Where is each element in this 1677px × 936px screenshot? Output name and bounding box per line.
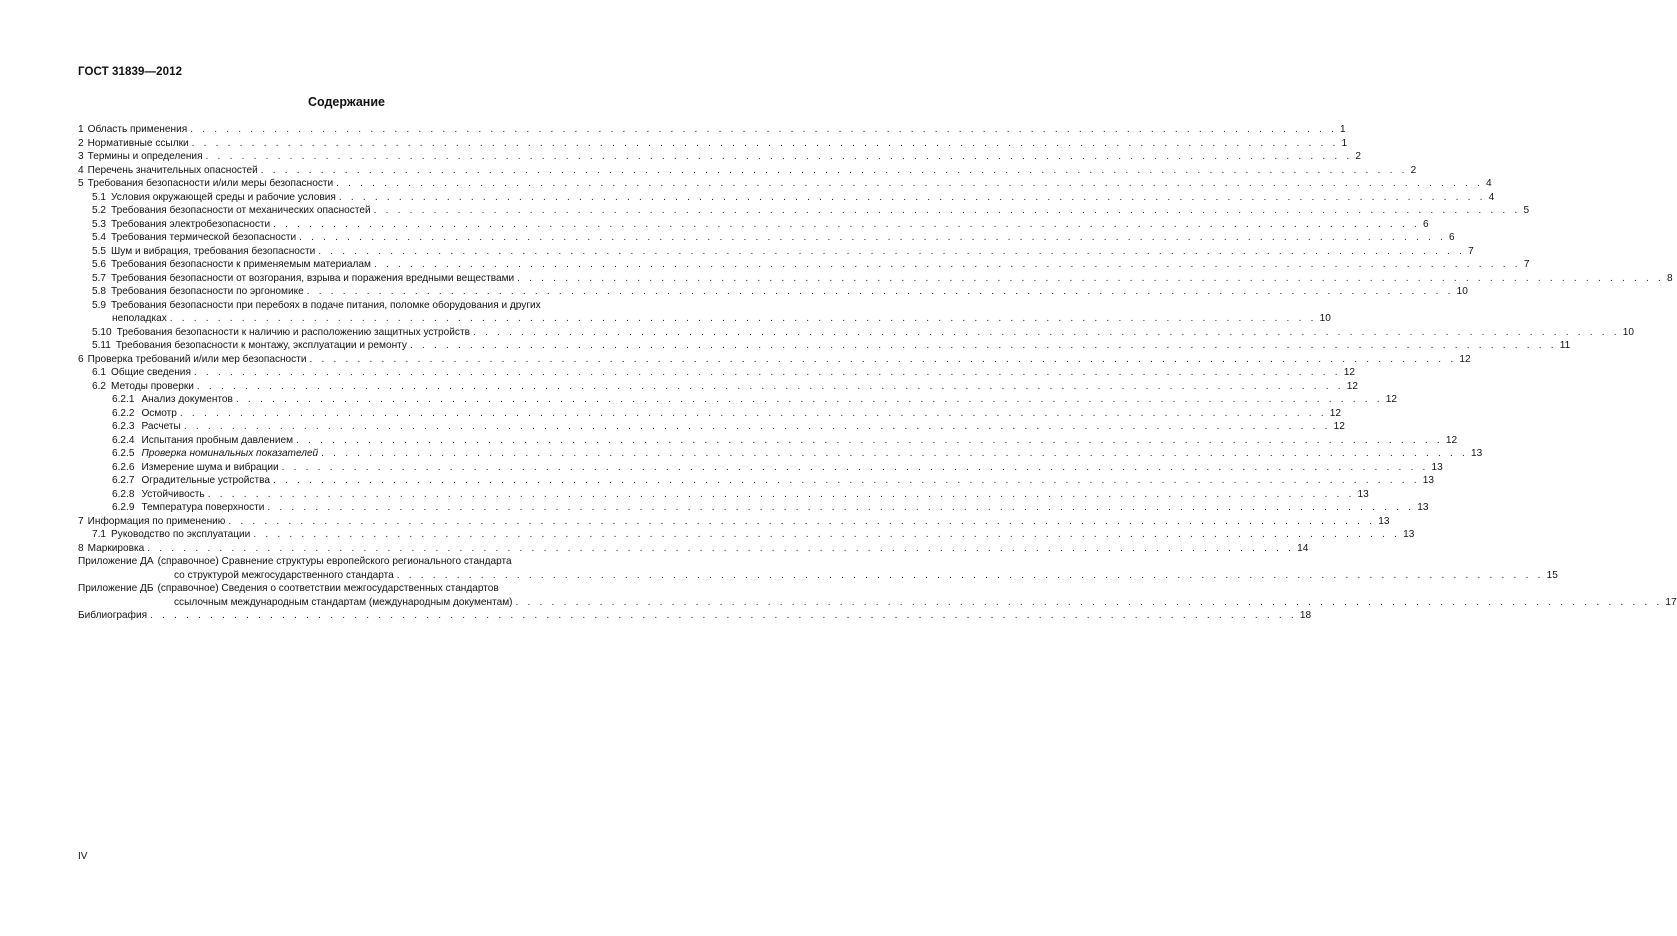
toc-leader-dots: . . . . . . . . . . . . . . . . . . . . . . . . . . . . . . . . . . . . . . . . . . . . . . . . . . . . . . . . . . . . . . . . . . . . . . . . . . . . . . . . . . . . . . . . . . . . . . . . xyxy=(338,191,1486,203)
toc-entry-number: 5.4 xyxy=(92,232,107,243)
toc-entry-page: 10 xyxy=(1319,313,1331,324)
toc-entry[interactable] xyxy=(78,218,1429,232)
toc-entry-number: Приложение ДА xyxy=(78,556,154,567)
toc-entry-number: 6.1 xyxy=(92,367,107,378)
toc-leader-dots: . . . . . . . . . . . . . . . . . . . . . . . . . . . . . . . . . . . . . . . . . . . . . . . . . . . . . . . . . . . . . . . . . . . . . . . . . . . . . . . . . . . . . . . . . . . . . . . . xyxy=(260,164,1408,176)
toc-leader-dots: . . . . . . . . . . . . . . . . . . . . . . . . . . . . . . . . . . . . . . . . . . . . . . . . . . . . . . . . . . . . . . . . . . . . . . . . . . . . . . . . . . . . . . . . . . . . . . . . xyxy=(205,151,1353,162)
toc-entry-number: 5.7 xyxy=(92,272,107,284)
toc-entry-page: 14 xyxy=(1297,542,1309,554)
toc-entry-number: 5.9 xyxy=(92,299,107,311)
toc-entry[interactable] xyxy=(78,582,1677,609)
toc-entry-page: 6 xyxy=(1448,232,1455,243)
toc-entry-text: Испытания пробным давлением xyxy=(141,434,294,446)
toc-leader-dots: . . . . . . . . . . . . . . . . . . . . . . . . . . . . . . . . . . . . . . . . . . . . . . . . . . . . . . . . . . . . . . . . . . . . . . . . . . . . . . . . . . . . . . . . . . . . . . . . xyxy=(272,475,1420,486)
toc-leader-dots: . . . . . . . . . . . . . . . . . . . . . . . . . . . . . . . . . . . . . . . . . . . . . . . . . . . . . . . . . . . . . . . . . . . . . . . . . . . . . . . . . . . . . . . . . . . . . . . . xyxy=(281,461,1429,473)
toc-entry-page: 7 xyxy=(1523,259,1530,270)
toc-entry-label xyxy=(78,150,203,164)
toc-leader-dots: . . . . . . . . . . . . . . . . . . . . . . . . . . . . . . . . . . . . . . . . . . . . . . . . . . . . . . . . . . . . . . . . . . . . . . . . . . . . . . . . . . . . . . . . . . . . . . . . xyxy=(196,380,1344,392)
toc-entry-page: 13 xyxy=(1403,529,1415,540)
toc-entry-page: 12 xyxy=(1333,421,1345,432)
toc-leader-dots: . . . . . . . . . . . . . . . . . . . . . . . . . . . . . . . . . . . . . . . . . . . . . . . . . . . . . . . . . . . . . . . . . . . . . . . . . . . . . . . . . . . . . . . . . . . . . . . . xyxy=(409,340,1557,351)
toc-leader-dots: . . . . . . . . . . . . . . . . . . . . . . . . . . . . . . . . . . . . . . . . . . . . . . . . . . . . . . . . . . . . . . . . . . . . . . . . . . . . . . . . . . . . . . . . . . . . . . . . xyxy=(235,394,1383,405)
toc-entry-label xyxy=(78,515,225,529)
toc-entry-text: Библиография xyxy=(78,610,148,621)
toc-entry-text: Требования безопасности к применяемым материалам xyxy=(111,259,371,270)
toc-leader-dots: . . . . . . . . . . . . . . . . . . . . . . . . . . . . . . . . . . . . . . . . . . . . . . . . . . . . . . . . . . . . . . . . . . . . . . . . . . . . . . . . . . . . . . . . . . . . . . . . xyxy=(321,448,1469,459)
toc-entry-text: Область применения xyxy=(87,124,188,135)
toc-leader-dots: . . . . . . . . . . . . . . . . . . . . . . . . . . . . . . . . . . . . . . . . . . . . . . . . . . . . . . . . . . . . . . . . . . . . . . . . . . . . . . . . . . . . . . . . . . . . . . . . xyxy=(517,272,1664,284)
toc-entry-page: 2 xyxy=(1410,164,1417,176)
toc-entry-text: Информация по применению xyxy=(87,515,226,527)
toc-leader-dots: . . . . . . . . . . . . . . . . . . . . . . . . . . . . . . . . . . . . . . . . . . . . . . . . . . . . . . . . . . . . . . . . . . . . . . . . . . . . . . . . . . . . . . . . . . . . . . . . xyxy=(191,137,1339,149)
toc-entry-continuation: со структурой межгосударственного стандарта xyxy=(174,569,394,581)
toc-entry-number: 3 xyxy=(78,151,84,162)
toc-entry[interactable] xyxy=(78,299,1331,326)
toc-leader-dots: . . . . . . . . . . . . . . . . . . . . . . . . . . . . . . . . . . . . . . . . . . . . . . . . . . . . . . . . . . . . . . . . . . . . . . . . . . . . . . . . . . . . . . . . . . . . . . . . xyxy=(183,421,1331,432)
toc-entry-number: 6.2.9 xyxy=(112,502,135,513)
toc-entry[interactable] xyxy=(78,488,1369,502)
toc-entry-page: 12 xyxy=(1346,380,1358,392)
toc-leader-dots: . . . . . . . . . . . . . . . . . . . . . . . . . . . . . . . . . . . . . . . . . . . . . . . . . . . . . . . . . . . . . . . . . . . . . . . . . . . . . . . . . . . . . . . . . . . . . . . . xyxy=(373,205,1521,216)
toc-entry-text: Осмотр xyxy=(141,407,177,419)
toc-entry-label xyxy=(78,177,333,191)
toc-entry-number: 6.2.1 xyxy=(112,394,135,405)
toc-entry-number: 6.2.5 xyxy=(112,448,135,459)
toc-leader-dots: . . . . . . . . . . . . . . . . . . . . . . . . . . . . . . . . . . . . . . . . . . . . . . . . . . . . . . . . . . . . . . . . . . . . . . . . . . . . . . . . . . . . . . . . . . . . . . . . xyxy=(193,367,1341,378)
toc-entry-number: 6.2 xyxy=(92,380,107,392)
toc-entry[interactable] xyxy=(78,326,1635,340)
toc-entry-number: 6.2.6 xyxy=(112,461,135,473)
toc-entry-text: (справочное) Сравнение структуры европейского регионального стандарта xyxy=(157,556,512,567)
toc-entry-number: 5.6 xyxy=(92,259,107,270)
toc-entry[interactable] xyxy=(78,137,1348,151)
toc-entry-number: 7 xyxy=(78,515,84,527)
toc-entry-number: 5.5 xyxy=(92,245,107,257)
toc-leader-dots: . . . . . . . . . . . . . . . . . . . . . . . . . . . . . . . . . . . . . . . . . . . . . . . . . . . . . . . . . . . . . . . . . . . . . . . . . . . . . . . . . . . . . . . . . . . . . . . . xyxy=(190,124,1338,135)
toc-entry-page: 11 xyxy=(1559,340,1571,351)
toc-entry-text: Проверка требований и/или мер безопасности xyxy=(87,353,307,365)
toc-leader-dots: . . . . . . . . . . . . . . . . . . . . . . . . . . . . . . . . . . . . . . . . . . . . . . . . . . . . . . . . . . . . . . . . . . . . . . . . . . . . . . . . . . . . . . . . . . . . . . . . xyxy=(472,326,1620,338)
toc-entry-number: 6.2.8 xyxy=(112,488,135,500)
toc-entry-label xyxy=(112,488,205,502)
toc-leader-dots: . . . . . . . . . . . . . . . . . . . . . . . . . . . . . . . . . . . . . . . . . . . . . . . . . . . . . . . . . . . . . . . . . . . . . . . . . . . . . . . . . . . . . . . . . . . . . . . . xyxy=(336,178,1483,189)
toc-entry-label xyxy=(92,326,470,340)
toc-leader-dots: . . . . . . . . . . . . . . . . . . . . . . . . . . . . . . . . . . . . . . . . . . . . . . . . . . . . . . . . . . . . . . . . . . . . . . . . . . . . . . . . . . . . . . . . . . . . . . . . xyxy=(309,353,1457,365)
toc-entry-label xyxy=(78,137,189,151)
toc-entry[interactable] xyxy=(78,285,1468,299)
toc-entry-page: 1 xyxy=(1341,137,1348,149)
toc-entry-text: Термины и определения xyxy=(87,151,203,162)
toc-entry-page: 15 xyxy=(1546,569,1558,581)
toc-leader-dots: . . . . . . . . . . . . . . . . . . . . . . . . . . . . . . . . . . . . . . . . . . . . . . . . . . . . . . . . . . . . . . . . . . . . . . . . . . . . . . . . . . . . . . . . . . . . . . . . xyxy=(147,542,1295,554)
toc-entry-text: Перечень значительных опасностей xyxy=(87,164,258,176)
toc-entry-text: Оградительные устройства xyxy=(141,475,270,486)
toc-entry[interactable] xyxy=(78,474,1435,488)
toc-entry-label xyxy=(112,407,177,421)
toc-entry-page: 12 xyxy=(1459,353,1471,365)
toc-entry-text: Руководство по эксплуатации xyxy=(111,529,251,540)
toc-entry-continuation: неполадках xyxy=(112,313,167,324)
toc-entry[interactable] xyxy=(78,434,1458,448)
toc-entry-number: 5.11 xyxy=(92,340,111,351)
toc-entry-label xyxy=(78,555,512,569)
toc-leader-dots: . . . . . . . . . . . . . . . . . . . . . . . . . . . . . . . . . . . . . . . . . . . . . . . . . . . . . . . . . . . . . . . . . . . . . . . . . . . . . . . . . . . . . . . . . . . . . . . . xyxy=(396,569,1544,581)
toc-entry-page: 13 xyxy=(1357,488,1369,500)
toc-entry-text: Требования безопасности и/или меры безопасности xyxy=(87,178,334,189)
toc-entry-label xyxy=(78,123,187,137)
toc-entry-page: 12 xyxy=(1445,434,1458,446)
toc-entry[interactable] xyxy=(78,272,1673,286)
toc-entry-page: 2 xyxy=(1355,151,1362,162)
toc-entry[interactable] xyxy=(78,245,1474,259)
toc-entry-label xyxy=(92,191,336,205)
toc-entry-page: 12 xyxy=(1385,394,1397,405)
toc-entry-number: 5.10 xyxy=(92,326,112,338)
toc-entry[interactable] xyxy=(78,515,1390,529)
toc-entry-number: 5 xyxy=(78,178,84,189)
toc-entry-page: 8 xyxy=(1667,272,1673,284)
toc-leader-dots: . . . . . . . . . . . . . . . . . . . . . . . . . . . . . . . . . . . . . . . . . . . . . . . . . . . . . . . . . . . . . . . . . . . . . . . . . . . . . . . . . . . . . . . . . . . . . . . . xyxy=(273,218,1420,230)
toc-entry-label xyxy=(112,447,318,461)
toc-entry-number: 5.2 xyxy=(92,205,107,216)
toc-entry-page: 12 xyxy=(1343,367,1355,378)
toc-entry-text: Маркировка xyxy=(87,542,145,554)
toc-entry-text: Требования безопасности от механических опасностей xyxy=(111,205,371,216)
toc-entry-text: Измерение шума и вибрации xyxy=(141,461,279,473)
toc-entry-text: Требования безопасности при перебоях в подаче питания, поломке оборудования и других xyxy=(111,299,541,311)
toc-entry-page: 1 xyxy=(1340,124,1346,135)
toc-entry-page: 4 xyxy=(1486,178,1492,189)
toc-leader-dots: . . . . . . . . . . . . . . . . . . . . . . . . . . . . . . . . . . . . . . . . . . . . . . . . . . . . . . . . . . . . . . . . . . . . . . . . . . . . . . . . . . . . . . . . . . . . . . . . xyxy=(179,407,1327,419)
toc-entry[interactable] xyxy=(78,609,1312,623)
toc-leader-dots: . . . . . . . . . . . . . . . . . . . . . . . . . . . . . . . . . . . . . . . . . . . . . . . . . . . . . . . . . . . . . . . . . . . . . . . . . . . . . . . . . . . . . . . . . . . . . . . . xyxy=(150,610,1297,621)
toc-entry[interactable] xyxy=(78,353,1471,367)
toc-entry-page: 6 xyxy=(1422,218,1429,230)
toc-entry[interactable] xyxy=(78,555,1558,582)
toc-entry-text: Требования безопасности по эргономике xyxy=(111,286,304,297)
toc-entry-text: Требования безопасности к наличию и расположению защитных устройств xyxy=(116,326,470,338)
toc-entry-label xyxy=(78,164,258,178)
toc-entry-number: 5.3 xyxy=(92,218,107,230)
toc-entry[interactable] xyxy=(78,420,1345,434)
toc-entry-page: 18 xyxy=(1299,610,1312,621)
toc-entry-label xyxy=(112,420,181,434)
toc-entry-number: 4 xyxy=(78,164,84,176)
toc-entry[interactable] xyxy=(78,528,1415,542)
toc-entry[interactable] xyxy=(78,366,1355,380)
toc-entry-text: Условия окружающей среды и рабочие условия xyxy=(111,191,336,203)
toc-entry-page: 5 xyxy=(1523,205,1530,216)
toc-entry-text: Устойчивость xyxy=(141,488,205,500)
toc-entry-label xyxy=(112,474,270,488)
toc-entry-page: 13 xyxy=(1417,502,1429,513)
toc-entry-number: 6 xyxy=(78,353,84,365)
toc-entry-page: 13 xyxy=(1471,448,1483,459)
toc-entry-label xyxy=(92,204,371,218)
toc-entry-number: 8 xyxy=(78,542,84,554)
document-header: ГОСТ 31839—2012 xyxy=(78,66,183,78)
table-of-contents xyxy=(78,123,1677,623)
toc-entry-text: Требования термической безопасности xyxy=(111,232,297,243)
toc-leader-dots: . . . . . . . . . . . . . . . . . . . . . . . . . . . . . . . . . . . . . . . . . . . . . . . . . . . . . . . . . . . . . . . . . . . . . . . . . . . . . . . . . . . . . . . . . . . . . . . . xyxy=(373,259,1521,270)
toc-leader-dots: . . . . . . . . . . . . . . . . . . . . . . . . . . . . . . . . . . . . . . . . . . . . . . . . . . . . . . . . . . . . . . . . . . . . . . . . . . . . . . . . . . . . . . . . . . . . . . . . xyxy=(299,232,1446,243)
toc-entry-label xyxy=(112,393,233,407)
toc-entry-label xyxy=(92,245,315,259)
toc-entry[interactable] xyxy=(78,123,1346,137)
toc-entry-number: 6.2.7 xyxy=(112,475,135,486)
toc-entry-text: Проверка номинальных показателей xyxy=(141,448,319,459)
toc-entry-text: Шум и вибрация, требования безопасности xyxy=(111,245,316,257)
toc-entry[interactable] xyxy=(78,407,1341,421)
toc-entry-text: Требования безопасности к монтажу, эксплуатации и ремонту xyxy=(115,340,407,351)
toc-entry-text: Методы проверки xyxy=(111,380,194,392)
toc-entry-page: 7 xyxy=(1468,245,1474,257)
toc-entry-text: Общие сведения xyxy=(111,367,191,378)
toc-entry-label xyxy=(78,582,499,596)
toc-entry-text: (справочное) Сведения о соответствии межгосударственных стандартов xyxy=(157,583,499,594)
toc-entry-text: Температура поверхности xyxy=(141,502,265,513)
toc-entry-label xyxy=(112,501,264,515)
toc-entry-number: Приложение ДБ xyxy=(78,583,154,594)
toc-entry[interactable] xyxy=(78,231,1455,245)
toc-entry-number: 2 xyxy=(78,137,84,149)
toc-entry-label xyxy=(92,339,407,353)
toc-leader-dots: . . . . . . . . . . . . . . . . . . . . . . . . . . . . . . . . . . . . . . . . . . . . . . . . . . . . . . . . . . . . . . . . . . . . . . . . . . . . . . . . . . . . . . . . . . . . . . . . xyxy=(515,596,1663,608)
toc-entry-label xyxy=(78,542,144,556)
toc-entry-number: 7.1 xyxy=(92,529,107,540)
toc-entry-label xyxy=(112,434,293,448)
toc-entry-page: 10 xyxy=(1622,326,1635,338)
toc-entry-page: 17 xyxy=(1665,596,1677,608)
toc-entry-label xyxy=(92,366,191,380)
toc-leader-dots: . . . . . . . . . . . . . . . . . . . . . . . . . . . . . . . . . . . . . . . . . . . . . . . . . . . . . . . . . . . . . . . . . . . . . . . . . . . . . . . . . . . . . . . . . . . . . . . . xyxy=(318,245,1466,257)
toc-entry[interactable] xyxy=(78,542,1309,556)
toc-entry-number: 6.2.2 xyxy=(112,407,135,419)
toc-entry-page: 13 xyxy=(1378,515,1390,527)
toc-entry-continuation: ссылочным международным стандартам (международным документам) xyxy=(174,596,513,608)
toc-entry[interactable] xyxy=(78,447,1483,461)
toc-entry[interactable] xyxy=(78,501,1429,515)
toc-entry-text: Анализ документов xyxy=(141,394,233,405)
toc-entry[interactable] xyxy=(78,393,1397,407)
toc-entry[interactable] xyxy=(78,461,1443,475)
toc-entry-label xyxy=(92,299,541,313)
toc-entry-number: 6.2.3 xyxy=(112,421,135,432)
toc-leader-dots: . . . . . . . . . . . . . . . . . . . . . . . . . . . . . . . . . . . . . . . . . . . . . . . . . . . . . . . . . . . . . . . . . . . . . . . . . . . . . . . . . . . . . . . . . . . . . . . . xyxy=(296,434,1443,446)
toc-entry[interactable] xyxy=(78,339,1571,353)
toc-leader-dots: . . . . . . . . . . . . . . . . . . . . . . . . . . . . . . . . . . . . . . . . . . . . . . . . . . . . . . . . . . . . . . . . . . . . . . . . . . . . . . . . . . . . . . . . . . . . . . . . xyxy=(253,529,1401,540)
toc-leader-dots: . . . . . . . . . . . . . . . . . . . . . . . . . . . . . . . . . . . . . . . . . . . . . . . . . . . . . . . . . . . . . . . . . . . . . . . . . . . . . . . . . . . . . . . . . . . . . . . . xyxy=(207,488,1355,500)
toc-entry-label xyxy=(78,353,306,367)
toc-entry-label xyxy=(78,609,147,623)
toc-entry[interactable] xyxy=(78,380,1358,394)
toc-entry-number: 5.8 xyxy=(92,286,107,297)
toc-entry-label xyxy=(112,461,279,475)
toc-entry-label xyxy=(92,272,514,286)
toc-entry-label xyxy=(92,380,194,394)
toc-entry[interactable] xyxy=(78,204,1530,218)
toc-entry[interactable] xyxy=(78,191,1495,205)
toc-entry-text: Требования электробезопасности xyxy=(111,218,271,230)
toc-entry-page: 13 xyxy=(1431,461,1443,473)
toc-leader-dots: . . . . . . . . . . . . . . . . . . . . . . . . . . . . . . . . . . . . . . . . . . . . . . . . . . . . . . . . . . . . . . . . . . . . . . . . . . . . . . . . . . . . . . . . . . . . . . . . xyxy=(267,502,1415,513)
toc-entry-label xyxy=(92,258,371,272)
page-number: IV xyxy=(78,851,88,862)
toc-leader-dots: . . . . . . . . . . . . . . . . . . . . . . . . . . . . . . . . . . . . . . . . . . . . . . . . . . . . . . . . . . . . . . . . . . . . . . . . . . . . . . . . . . . . . . . . . . . . . . . . xyxy=(228,515,1376,527)
toc-entry[interactable] xyxy=(78,258,1530,272)
toc-entry[interactable] xyxy=(78,177,1492,191)
toc-entry-number: 5.1 xyxy=(92,191,107,203)
toc-entry-label xyxy=(92,285,304,299)
toc-entry-page: 10 xyxy=(1456,286,1468,297)
toc-entry[interactable] xyxy=(78,164,1417,178)
toc-entry-page: 12 xyxy=(1329,407,1341,419)
toc-entry-page: 4 xyxy=(1488,191,1495,203)
toc-entry-page: 13 xyxy=(1422,475,1435,486)
toc-entry-number: 6.2.4 xyxy=(112,434,135,446)
toc-entry-label xyxy=(92,218,270,232)
toc-entry-label xyxy=(92,528,250,542)
toc-entry[interactable] xyxy=(78,150,1362,164)
toc-entry-text: Расчеты xyxy=(141,421,181,432)
toc-leader-dots: . . . . . . . . . . . . . . . . . . . . . . . . . . . . . . . . . . . . . . . . . . . . . . . . . . . . . . . . . . . . . . . . . . . . . . . . . . . . . . . . . . . . . . . . . . . . . . . . xyxy=(306,286,1454,297)
toc-entry-number: 1 xyxy=(78,124,84,135)
toc-title: Содержание xyxy=(307,95,385,109)
toc-entry-label xyxy=(92,231,296,245)
toc-leader-dots: . . . . . . . . . . . . . . . . . . . . . . . . . . . . . . . . . . . . . . . . . . . . . . . . . . . . . . . . . . . . . . . . . . . . . . . . . . . . . . . . . . . . . . . . . . . . . . . . xyxy=(169,313,1317,324)
toc-entry-text: Требования безопасности от возгорания, взрыва и поражения вредными веществами xyxy=(111,272,515,284)
toc-entry-text: Нормативные ссылки xyxy=(87,137,189,149)
